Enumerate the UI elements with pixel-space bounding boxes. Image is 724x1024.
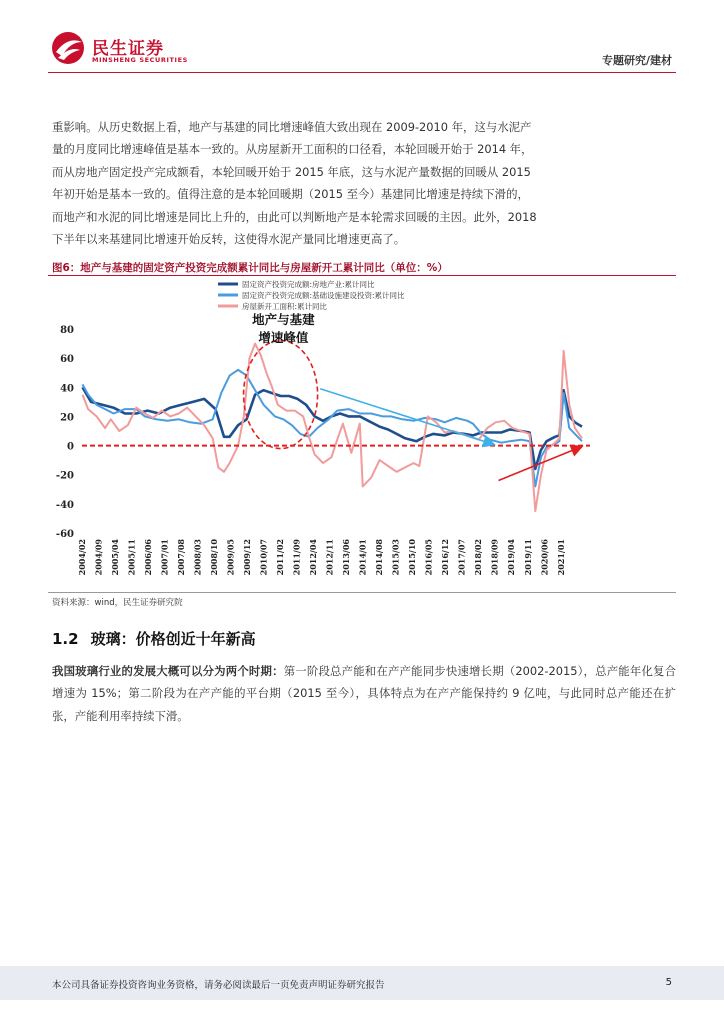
body-line: 重影响。从历史数据上看，地产与基建的同比增速峰值大致出现在 2009-2010 年，这与水泥产 <box>52 120 532 134</box>
x-tick-label: 2012/11 <box>324 539 335 576</box>
x-tick-label: 2009/12 <box>242 539 253 576</box>
section-title: 玻璃：价格创近十年新高 <box>90 630 256 648</box>
legend-label: 房屋新开工面积:累计同比 <box>242 302 328 311</box>
x-tick-label: 2008/03 <box>192 539 203 576</box>
y-tick-label: 20 <box>60 412 74 424</box>
x-tick-label: 2012/04 <box>308 539 319 576</box>
x-tick-label: 2014/01 <box>357 539 368 576</box>
body-line: 而从房地产固定投产完成额看，本轮回暖开始于 2015 年底，这与水泥产量数据的回暖从 2015 <box>52 164 531 179</box>
footer-disclaimer: 本公司具备证券投资咨询业务资格，请务必阅读最后一页免责声明证券研究报告 <box>52 980 385 991</box>
x-tick-label: 2004/09 <box>93 539 104 576</box>
page-header <box>0 0 724 74</box>
x-tick-label: 2007/01 <box>159 539 170 576</box>
section-heading <box>52 628 256 649</box>
x-tick-label: 2016/05 <box>423 539 434 576</box>
paragraph-text: 第一阶段总产能和在产产能同步快速增长期（2002-2015），总产能年化复合增速为 15%；第二阶段为在产产能的平台期（2015 至今），具体特点为在产产能保持约 9 亿吨，与此同时总产能还在扩张，产能利用率持续下滑。 <box>52 664 676 723</box>
y-tick-label: -40 <box>55 499 74 511</box>
section-number: 1.2 <box>52 630 79 648</box>
header-divider <box>48 72 676 73</box>
x-tick-label: 2015/10 <box>407 539 418 576</box>
figure-divider-bottom <box>48 592 676 593</box>
logo-subtext: MINSHENG SECURITIES <box>92 56 188 64</box>
x-tick-label: 2005/11 <box>126 539 137 576</box>
x-tick-label: 2009/05 <box>225 539 236 576</box>
x-tick-label: 2008/10 <box>209 539 220 576</box>
report-type: 专题研究/建材 <box>601 54 672 67</box>
x-tick-label: 2016/12 <box>440 539 451 576</box>
x-tick-label: 2017/07 <box>456 539 467 576</box>
x-tick-label: 2010/07 <box>258 539 269 576</box>
paragraph-lead: 我国玻璃行业的发展大概可以分为两个时期： <box>52 664 284 678</box>
body-paragraph <box>52 116 676 250</box>
logo-text: 民生证券 <box>92 39 164 59</box>
x-tick-label: 2015/03 <box>390 539 401 576</box>
x-tick-label: 2014/08 <box>374 539 385 576</box>
body-line: 年初开始是基本一致的。值得注意的是本轮回暖期（2015 至今）基建同比增速是持续下滑的， <box>52 187 529 202</box>
page-number: 5 <box>665 977 672 988</box>
x-tick-label: 2018/09 <box>489 539 500 576</box>
y-tick-label: 60 <box>60 354 74 366</box>
figure-title: 图6：地产与基建的固定资产投资完成额累计同比与房屋新开工累计同比（单位：%） <box>52 262 448 274</box>
peak-annotation-label: 地产与基建 <box>252 312 315 327</box>
x-tick-label: 2006/06 <box>143 539 154 576</box>
x-tick-label: 2011/09 <box>291 539 302 576</box>
legend-label: 固定资产投资完成额:房地产业:累计同比 <box>242 280 375 289</box>
x-tick-label: 2021/01 <box>555 539 566 576</box>
body-line: 下半年以来基建同比增速开始反转，这使得水泥产量同比增速更高了。 <box>52 232 406 247</box>
x-tick-label: 2007/08 <box>176 539 187 576</box>
body-line: 量的月度同比增速峰值是基本一致的。从房屋新开工面积的口径看，本轮回暖开始于 2014 年， <box>52 142 533 157</box>
y-tick-label: 80 <box>60 325 74 336</box>
x-tick-label: 2018/02 <box>473 539 484 576</box>
body-line: 而地产和水泥的同比增速是同比上升的，由此可以判断地产是本轮需求回暖的主因。此外，2018 <box>52 209 537 224</box>
x-tick-label: 2020/06 <box>539 539 550 576</box>
figure-source: 资料来源：wind，民生证券研究院 <box>52 598 183 608</box>
y-tick-label: -60 <box>55 529 74 540</box>
y-tick-label: -20 <box>55 470 74 482</box>
peak-annotation-label: 增速峰值 <box>258 330 309 345</box>
x-tick-label: 2011/02 <box>275 539 286 576</box>
legend-label: 固定资产投资完成额:基础设施建设投资:累计同比 <box>242 291 405 300</box>
x-tick-label: 2019/04 <box>506 539 517 576</box>
x-tick-label: 2013/06 <box>341 539 352 576</box>
series-line <box>83 344 583 512</box>
series-line <box>83 370 583 487</box>
body-paragraph-2 <box>52 660 676 727</box>
y-tick-label: 0 <box>67 441 74 453</box>
x-tick-label: 2019/11 <box>522 539 533 576</box>
y-tick-label: 40 <box>60 383 74 395</box>
line-chart <box>48 276 628 588</box>
x-tick-label: 2004/02 <box>77 539 88 576</box>
x-tick-label: 2005/04 <box>110 539 121 576</box>
